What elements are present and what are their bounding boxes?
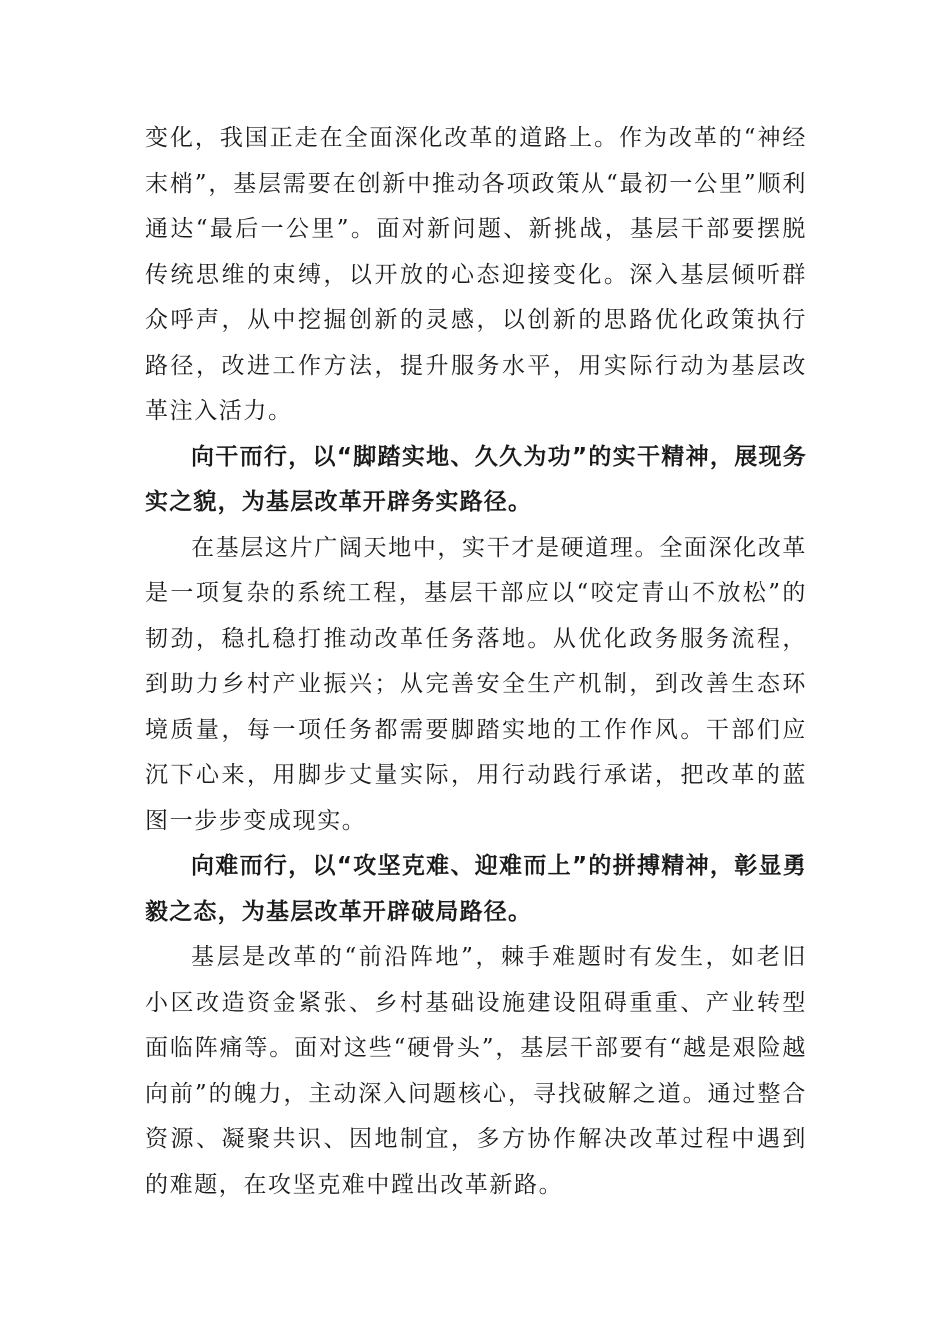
section-heading-1: 向干而行，以“脚踏实地、久久为功”的实干精神，展现务实之貌，为基层改革开辟务实路径。: [145, 443, 807, 515]
document-page: [145, 116, 807, 1208]
body-paragraph-3: 基层是改革的“前沿阵地”，棘手难题时有发生，如老旧小区改造资金紧张、乡村基础设施建设阻碍重重、产业转型面临阵痛等。面对这些“硬骨头”，基层干部要有“越是艰险越向前”的魄力，主动深入问题核心，寻找破解之道。通过整合资源、凝聚共识、因地制宜，多方协作解决改革过程中遇到的难题，在攻坚克难中蹚出改革新路。: [145, 944, 807, 1198]
section-heading-2: 向难而行，以“攻坚克难、迎难而上”的拼搏精神，彰显勇毅之态，为基层改革开辟破局路径。: [145, 853, 807, 925]
body-paragraph-2: 在基层这片广阔天地中，实干才是硬道理。全面深化改革是一项复杂的系统工程，基层干部应以“咬定青山不放松”的韧劲，稳扎稳打推动改革任务落地。从优化政务服务流程，到助力乡村产业振兴；从完善安全生产机制，到改善生态环境质量，每一项任务都需要脚踏实地的工作作风。干部们应沉下心来，用脚步丈量实际，用行动践行承诺，把改革的蓝图一步步变成现实。: [145, 534, 807, 834]
body-paragraph-1: 变化，我国正走在全面深化改革的道路上。作为改革的“神经末梢”，基层需要在创新中推动各项政策从“最初一公里”顺利通达“最后一公里”。面对新问题、新挑战，基层干部要摆脱传统思维的束缚，以开放的心态迎接变化。深入基层倾听群众呼声，从中挖掘创新的灵感，以创新的思路优化政策执行路径，改进工作方法，提升服务水平，用实际行动为基层改革注入活力。: [145, 125, 807, 424]
